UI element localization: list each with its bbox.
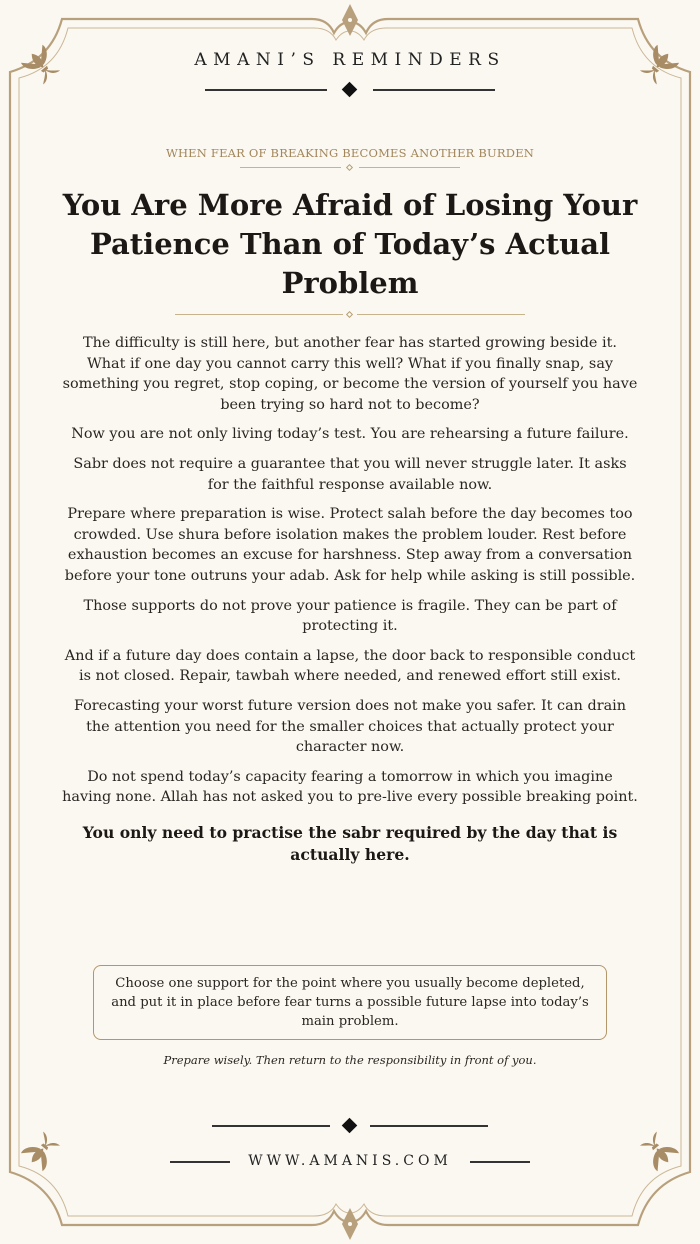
- body-text: [62, 333, 638, 878]
- bottom-diamond-ornament: [342, 1208, 358, 1240]
- paragraph: The difficulty is still here, but another fear has started growing beside it. What if one day you cannot carry this well? What if you finally snap, say something you regret, stop coping, or become the version of yourself you have been trying so hard not to become?: [62, 335, 638, 413]
- paragraph: Forecasting your worst future version does not make you safer. It can drain the attention you need for the smaller choices that actually protect your character now.: [73, 697, 627, 756]
- headline-divider: [175, 309, 525, 321]
- paragraph: Sabr does not require a guarantee that you will never struggle later. It asks for the faithful response available now.: [73, 455, 627, 493]
- paragraph: Do not spend today’s capacity fearing a tomorrow in which you imagine having none. Allah has not asked you to pre-live every possible breaking point.: [62, 768, 638, 806]
- emphasis-statement: You only need to practise the sabr required by the day that is actually here.: [82, 822, 618, 864]
- paragraph: Those supports do not prove your patience is fragile. They can be part of protecting it.: [83, 597, 617, 635]
- headline: You Are More Afraid of Losing Your Patience Than of Today’s Actual Problem: [62, 188, 638, 300]
- top-diamond-ornament: [342, 4, 358, 36]
- footer-divider: [212, 1116, 488, 1136]
- website-link[interactable]: WWW.AMANIS.COM: [248, 1153, 452, 1169]
- kicker-text: WHEN FEAR OF BREAKING BECOMES ANOTHER BURDEN: [165, 146, 535, 160]
- diamond-icon: [342, 1118, 358, 1134]
- brand-title: AMANI’S REMINDERS: [194, 50, 506, 70]
- kicker-divider: [240, 162, 460, 174]
- paragraph: Prepare where preparation is wise. Protect salah before the day becomes too crowded. Use shura before isolation makes the problem louder. Rest before exhaustion becomes an excuse for harshness. Step away from a conversation before your tone outruns your adab. Ask for help while asking is still possible.: [64, 506, 636, 584]
- action-callout: Choose one support for the point where you usually become depleted, and put it in place before fear turns a possible future lapse into today’s main problem.: [93, 965, 607, 1040]
- signoff: Prepare wisely. Then return to the responsibility in front of you.: [163, 1053, 537, 1067]
- paragraph: Now you are not only living today’s test. You are rehearsing a future failure.: [71, 426, 629, 443]
- diamond-icon: [342, 82, 358, 98]
- header-divider: [205, 80, 495, 100]
- paragraph: And if a future day does contain a lapse, the door back to responsible conduct is not closed. Repair, tawbah where needed, and renewed effort still exist.: [64, 647, 636, 685]
